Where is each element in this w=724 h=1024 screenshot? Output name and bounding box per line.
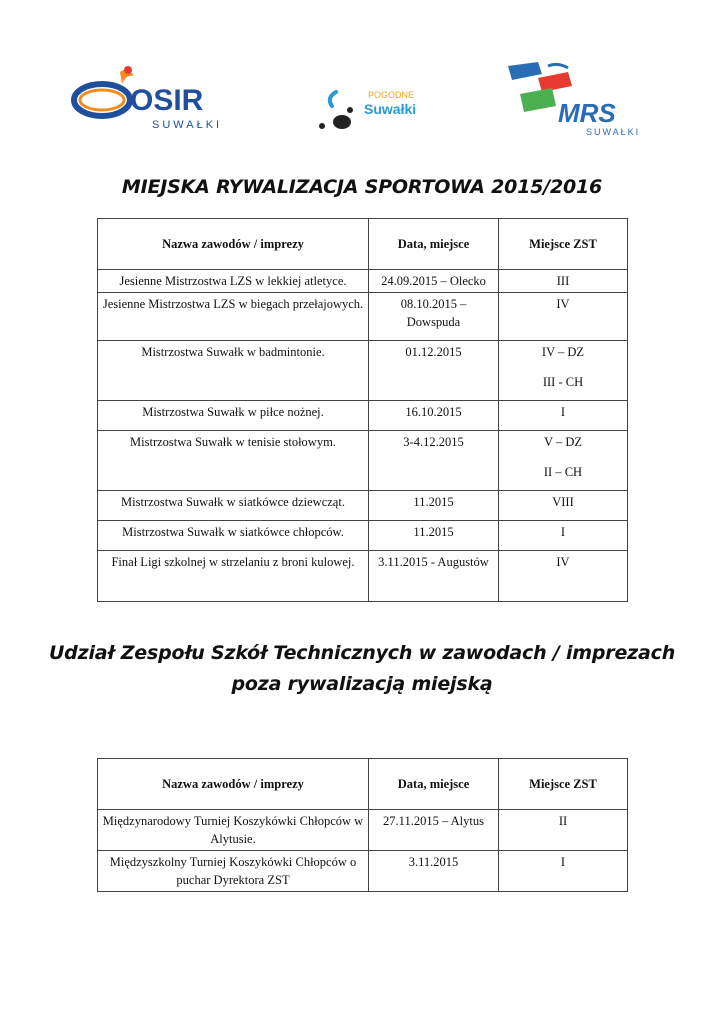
- event-place: IV: [499, 551, 628, 602]
- header-event-name: Nazwa zawodów / imprezy: [98, 219, 369, 270]
- mrs-emblem-icon: [498, 58, 648, 138]
- event-date: 27.11.2015 – Alytus: [369, 810, 499, 851]
- section2-title-line2: poza rywalizacją miejską: [231, 673, 493, 695]
- event-place: III: [499, 270, 628, 293]
- event-name: Mistrzostwa Suwałk w badmintonie.: [98, 341, 369, 401]
- header-date-place: Data, miejsce: [369, 219, 499, 270]
- svg-text:SUWAŁKI: SUWAŁKI: [152, 119, 223, 131]
- event-date: 11.2015: [369, 491, 499, 521]
- section1-title: MIEJSKA RYWALIZACJA SPORTOWA 2015/2016: [121, 176, 603, 198]
- event-name: Mistrzostwa Suwałk w siatkówce chłopców.: [98, 521, 369, 551]
- event-place: IV: [499, 293, 628, 341]
- event-date: 08.10.2015 – Dowspuda: [369, 293, 499, 341]
- table-row: [98, 491, 628, 521]
- place-line: V – DZ: [544, 435, 582, 449]
- header-zst-place: Miejsce ZST: [499, 759, 628, 810]
- event-place: I: [499, 851, 628, 892]
- event-name: Międzyszkolny Turniej Koszykówki Chłopców o puchar Dyrektora ZST: [98, 851, 369, 892]
- pogodne-suwalki-logo: [308, 70, 438, 140]
- event-place: II: [499, 810, 628, 851]
- table-header-row: [98, 219, 628, 270]
- place-line: II – CH: [543, 465, 583, 479]
- header-date-place: Data, miejsce: [369, 759, 499, 810]
- event-name: Mistrzostwa Suwałk w piłce nożnej.: [98, 401, 369, 431]
- event-date: 11.2015: [369, 521, 499, 551]
- event-date: 3.11.2015 - Augustów: [369, 551, 499, 602]
- svg-text:POGODNE: POGODNE: [368, 90, 415, 100]
- table-row: [98, 521, 628, 551]
- osir-logo: [70, 62, 240, 132]
- header-zst-place: Miejsce ZST: [499, 219, 628, 270]
- event-name: Międzynarodowy Turniej Koszykówki Chłopców w Alytusie.: [98, 810, 369, 851]
- section1-table: [97, 218, 628, 602]
- event-place: VIII: [499, 491, 628, 521]
- table-row: [98, 270, 628, 293]
- header-event-name: Nazwa zawodów / imprezy: [98, 759, 369, 810]
- place-line: III - CH: [542, 375, 584, 389]
- event-place: I: [499, 401, 628, 431]
- place-line: IV – DZ: [541, 345, 585, 359]
- table-row: [98, 431, 628, 491]
- table-row: [98, 401, 628, 431]
- logo-bar: [0, 50, 724, 150]
- osir-emblem-icon: [70, 62, 240, 132]
- section2-title-line1: Udział Zespołu Szkół Technicznych w zawodach / imprezach: [48, 642, 676, 664]
- svg-text:MRS: MRS: [558, 98, 616, 128]
- section2-table: [97, 758, 628, 892]
- event-date: 24.09.2015 – Olecko: [369, 270, 499, 293]
- event-name: Mistrzostwa Suwałk w siatkówce dziewcząt.: [98, 491, 369, 521]
- svg-text:OSIR: OSIR: [130, 84, 204, 117]
- table-row: [98, 341, 628, 401]
- event-date: 3-4.12.2015: [369, 431, 499, 491]
- table-row: [98, 293, 628, 341]
- svg-text:SUWAŁKI: SUWAŁKI: [586, 127, 641, 137]
- event-date: 01.12.2015: [369, 341, 499, 401]
- mrs-logo: [498, 58, 648, 138]
- event-name: Jesienne Mistrzostwa LZS w lekkiej atletyce.: [98, 270, 369, 293]
- table-header-row: [98, 759, 628, 810]
- event-name: Finał Ligi szkolnej w strzelaniu z broni kulowej.: [98, 551, 369, 602]
- svg-text:Suwałki: Suwałki: [364, 101, 417, 117]
- table-row: [98, 851, 628, 892]
- event-name: Jesienne Mistrzostwa LZS w biegach przełajowych.: [98, 293, 369, 341]
- event-place: [499, 431, 628, 491]
- event-place: I: [499, 521, 628, 551]
- pogodne-emblem-icon: [308, 70, 438, 140]
- event-name: Mistrzostwa Suwałk w tenisie stołowym.: [98, 431, 369, 491]
- event-place: [499, 341, 628, 401]
- table-row: [98, 810, 628, 851]
- table-row: [98, 551, 628, 602]
- event-date: 3.11.2015: [369, 851, 499, 892]
- event-date: 16.10.2015: [369, 401, 499, 431]
